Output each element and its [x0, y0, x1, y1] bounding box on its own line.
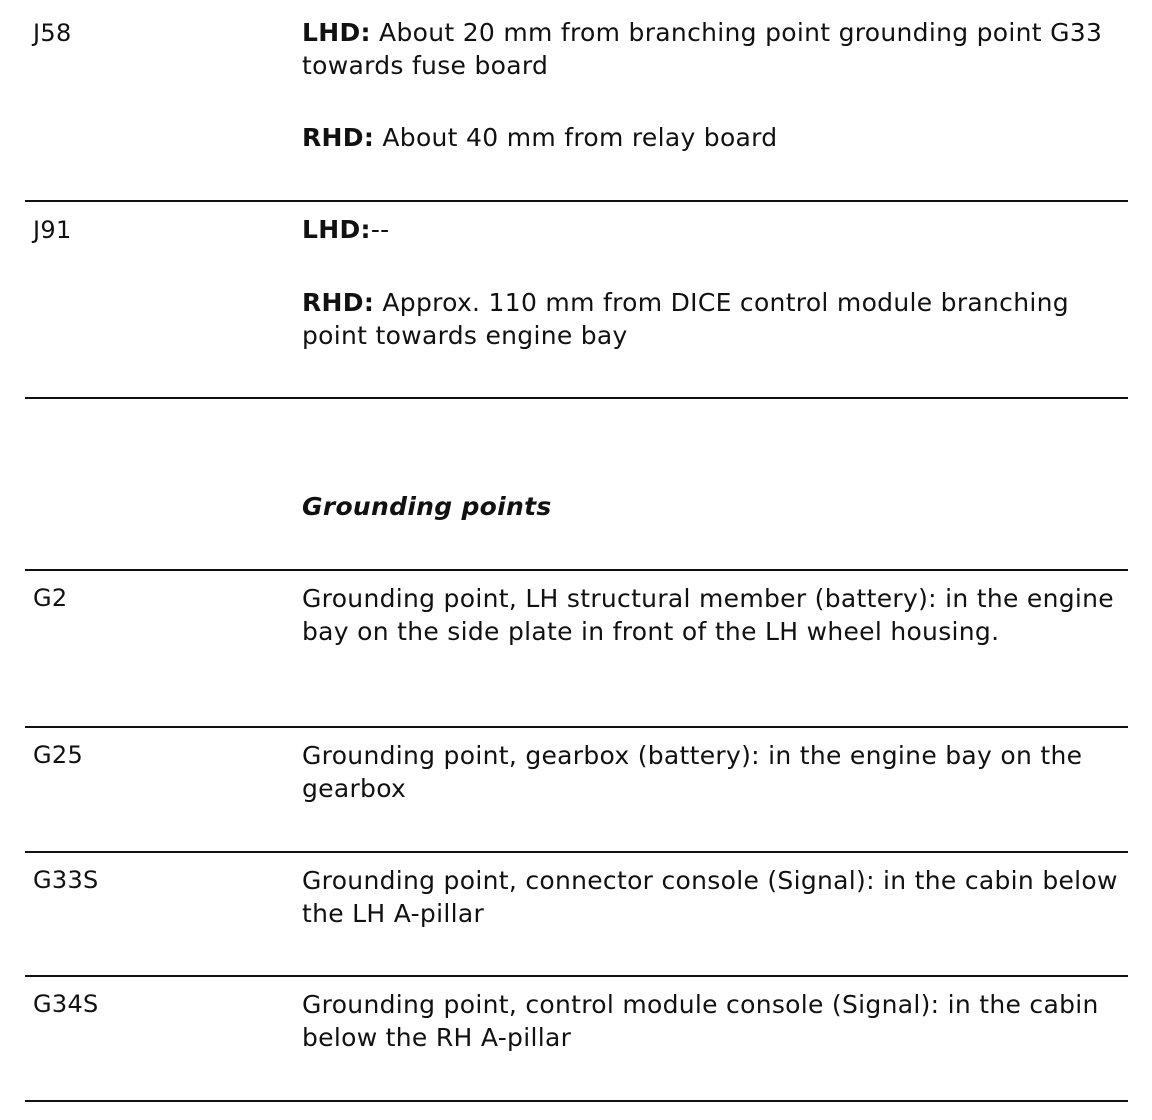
row-code-g25: G25 — [33, 741, 84, 769]
divider — [25, 569, 1128, 571]
row-j58-rhd — [302, 121, 1132, 154]
row-code-g2: G2 — [33, 584, 68, 612]
row-code-g33s: G33S — [33, 866, 99, 894]
row-code-j91: J91 — [33, 216, 72, 244]
divider — [25, 200, 1128, 202]
row-g2-description: Grounding point, LH structural member (battery): in the engine bay on the side plate in front of the LH wheel housing. — [302, 584, 1114, 646]
rhd-label: RHD: — [302, 288, 375, 317]
divider — [25, 975, 1128, 977]
divider — [25, 1100, 1128, 1102]
lhd-label: LHD: — [302, 18, 371, 47]
row-j91-rhd — [302, 286, 1132, 352]
section-heading: Grounding points — [302, 492, 552, 521]
row-g33s-description: Grounding point, connector console (Signal): in the cabin below the LH A-pillar — [302, 866, 1118, 928]
row-j91-lhd — [302, 213, 1132, 246]
lhd-text: -- — [370, 215, 390, 244]
lhd-label: LHD: — [302, 215, 371, 244]
row-g25-description: Grounding point, gearbox (battery): in the engine bay on the gearbox — [302, 741, 1083, 803]
divider — [25, 726, 1128, 728]
divider — [25, 397, 1128, 399]
row-code-j58: J58 — [33, 19, 72, 47]
rhd-text: About 40 mm from relay board — [374, 123, 778, 152]
rhd-text: Approx. 110 mm from DICE control module branching point towards engine bay — [302, 288, 1069, 350]
lhd-text: About 20 mm from branching point grounding point G33 towards fuse board — [302, 18, 1103, 80]
row-j58-lhd — [302, 16, 1132, 82]
row-code-g34s: G34S — [33, 990, 99, 1018]
divider — [25, 851, 1128, 853]
rhd-label: RHD: — [302, 123, 375, 152]
row-g34s-description: Grounding point, control module console (Signal): in the cabin below the RH A-pillar — [302, 990, 1099, 1052]
